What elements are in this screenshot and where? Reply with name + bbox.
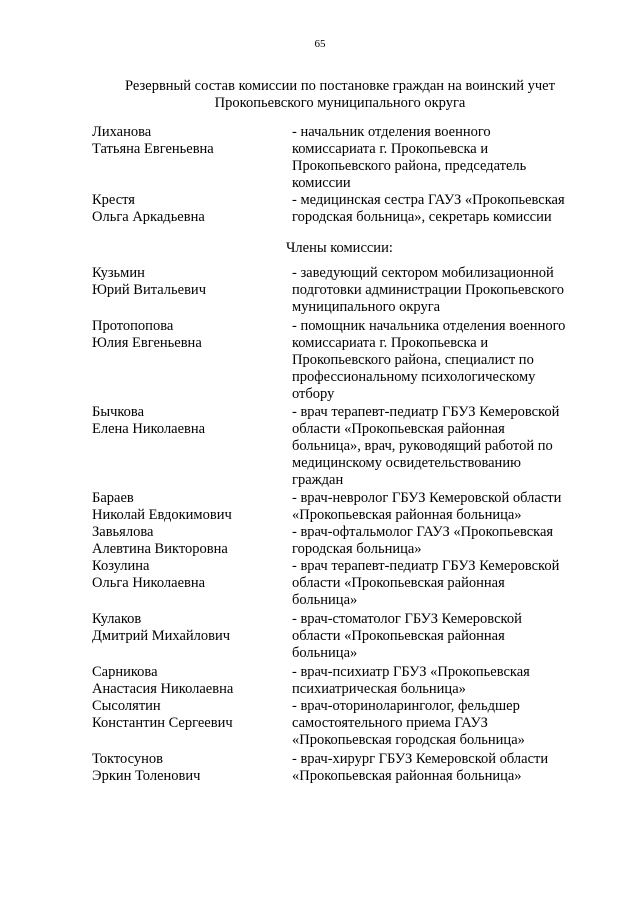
member-surname: Токтосунов [92,751,163,767]
member-role [292,265,592,316]
member-role-line: «Прокопьевская районная больница» [292,768,522,784]
member-surname: Кузьмин [92,265,145,281]
member-name [92,318,287,352]
member-name [92,558,287,592]
member-role [292,611,592,662]
member-surname: Козулина [92,558,150,574]
title-line-2: Прокопьевского муниципального округа [214,95,466,111]
member-role-line: муниципального округа [292,299,441,315]
member-given-names: Эркин Толенович [92,768,201,784]
member-role-line: комиссии [292,175,351,191]
members-heading: Члены комиссии: [286,240,393,256]
member-surname: Сысолятин [92,698,161,714]
member-role-line: - врач-оториноларинголог, фельдшер [292,698,520,714]
member-role-line: «Прокопьевская городская больница» [292,732,525,748]
member-role-line: области «Прокопьевская районная [292,628,505,644]
member-role-line: комиссариата г. Прокопьевска и [292,141,489,157]
member-role-line: комиссариата г. Прокопьевска и [292,335,489,351]
member-surname: Сарникова [92,664,158,680]
member-surname: Бычкова [92,404,145,420]
member-role-line: - врач-психиатр ГБУЗ «Прокопьевская [292,664,530,680]
member-role [292,698,592,749]
member-role [292,524,592,558]
document-title [60,78,620,112]
member-surname: Лиханова [92,124,152,140]
member-role-line: - заведующий сектором мобилизационной [292,265,554,281]
member-role-line: больница» [292,645,358,661]
member-role-line: - медицинская сестра ГАУЗ «Прокопьевская [292,192,565,208]
member-role-line: - помощник начальника отделения военного [292,318,566,334]
member-given-names: Ольга Аркадьевна [92,209,205,225]
member-given-names: Николай Евдокимович [92,507,232,523]
member-role [292,490,592,524]
member-surname: Бараев [92,490,134,506]
member-surname: Кулаков [92,611,142,627]
member-role-line: самостоятельного приема ГАУЗ [292,715,488,731]
member-given-names: Ольга Николаевна [92,575,206,591]
member-role-line: граждан [292,472,344,488]
title-line-1: Резервный состав комиссии по постановке граждан на воинский учет [125,78,555,94]
member-given-names: Татьяна Евгеньевна [92,141,214,157]
member-role [292,751,592,785]
member-role-line: «Прокопьевская районная больница» [292,507,522,523]
member-role [292,192,592,226]
member-name [92,751,287,785]
member-role-line: области «Прокопьевская районная [292,575,505,591]
member-role-line: психиатрическая больница» [292,681,466,697]
member-role [292,558,592,609]
member-given-names: Анастасия Николаевна [92,681,234,697]
member-role-line: Прокопьевского района, специалист по [292,352,534,368]
member-role-line: профессиональному психологическому [292,369,536,385]
member-role-line: отбору [292,386,335,402]
member-role-line: городская больница», секретарь комиссии [292,209,552,225]
member-role-line: - врач-стоматолог ГБУЗ Кемеровской [292,611,522,627]
member-name [92,698,287,732]
member-name [92,192,287,226]
member-role-line: больница» [292,592,358,608]
member-role-line: - начальник отделения военного [292,124,491,140]
member-name [92,524,287,558]
member-given-names: Алевтина Викторовна [92,541,228,557]
member-role-line: области «Прокопьевская районная [292,421,505,437]
member-surname: Крестя [92,192,135,208]
member-name [92,265,287,299]
page-number: 65 [314,38,326,50]
member-role-line: - врач терапевт-педиатр ГБУЗ Кемеровской [292,404,560,420]
member-role-line: - врач-офтальмолог ГАУЗ «Прокопьевская [292,524,554,540]
member-role [292,404,592,489]
member-role-line: медицинскому освидетельствованию [292,455,521,471]
member-role-line: городская больница» [292,541,422,557]
member-role-line: - врач-хирург ГБУЗ Кемеровской области [292,751,549,767]
member-role [292,318,592,403]
member-name [92,404,287,438]
member-given-names: Дмитрий Михайлович [92,628,231,644]
member-surname: Протопопова [92,318,174,334]
member-role-line: Прокопьевского района, председатель [292,158,527,174]
member-role-line: подготовки администрации Прокопьевского [292,282,565,298]
member-role-line: больница», врач, руководящий работой по [292,438,553,454]
member-name [92,611,287,645]
member-given-names: Юрий Витальевич [92,282,206,298]
member-role-line: - врач терапевт-педиатр ГБУЗ Кемеровской [292,558,560,574]
member-role-line: - врач-невролог ГБУЗ Кемеровской области [292,490,562,506]
member-name [92,664,287,698]
member-name [92,124,287,158]
member-role [292,664,592,698]
member-surname: Завьялова [92,524,154,540]
member-role [292,124,592,192]
member-given-names: Елена Николаевна [92,421,206,437]
member-given-names: Юлия Евгеньевна [92,335,202,351]
member-name [92,490,287,524]
member-given-names: Константин Сергеевич [92,715,233,731]
